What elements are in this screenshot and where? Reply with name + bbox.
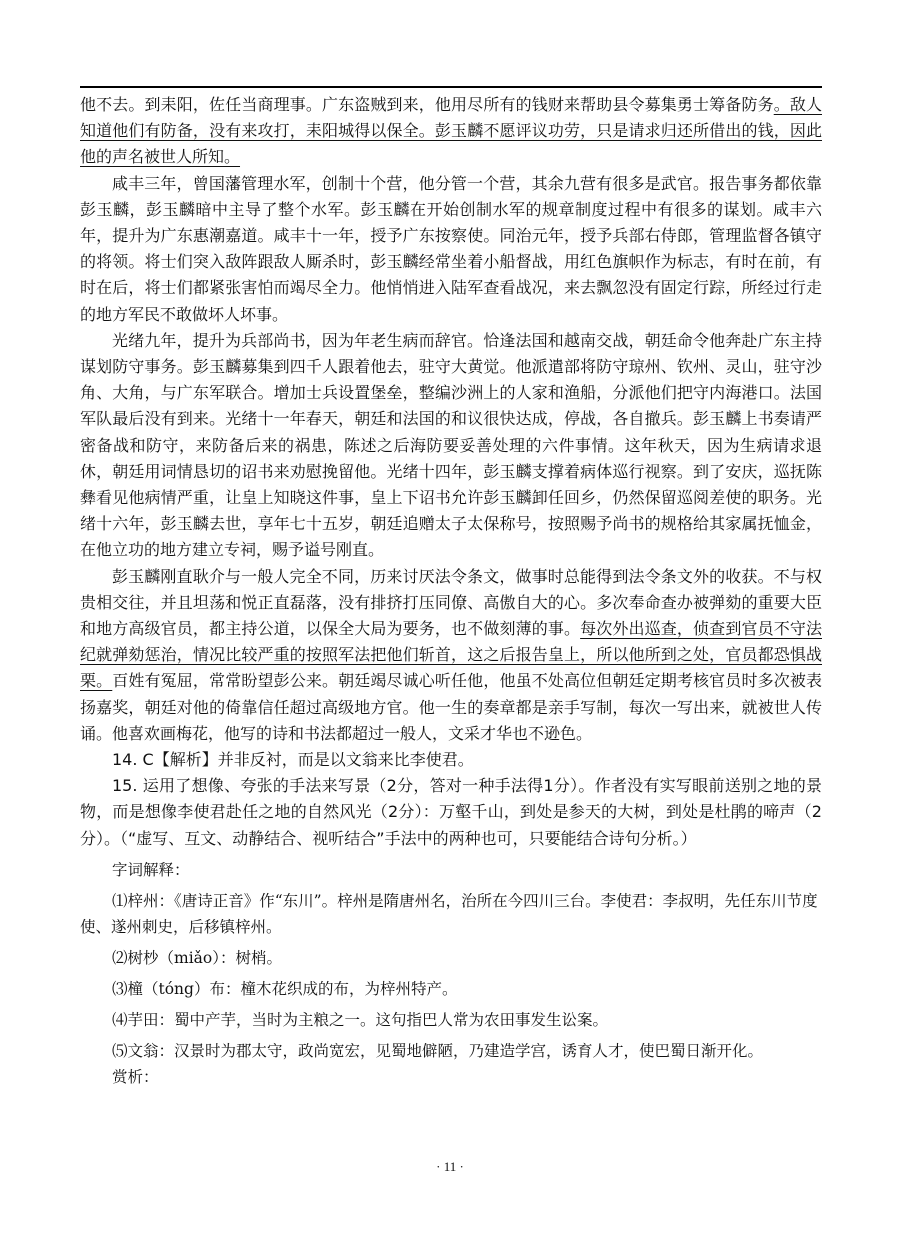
paragraph-1-text: 他不去。到耒阳，佐任当商理事。广东盗贼到来，他用尽所有的钱财来帮助县令募集勇士筹备防务 xyxy=(80,95,774,114)
vocab-note-2: ⑵树杪（miǎo）：树梢。 xyxy=(112,948,282,967)
appreciation-heading: 赏析： xyxy=(112,1067,159,1086)
answer-14: 14. C【解析】并非反衬，而是以文翁来比李使君。 xyxy=(112,750,474,770)
paragraph-3: 光绪九年，提升为兵部尚书，因为年老生病而辞官。恰逢法国和越南交战，朝廷命令他奔赴广东主持谋划防守事务。彭玉麟募集到四千人跟着他去，驻守大黄觉。他派遣部将防守琼州、钦州、灵山，驻守沙角、大角，与广东军联合。增加士兵设置堡垒，整编沙洲上的人家和渔船，分派他们把守内海港口。法国军队最后没有到来。光绪十一年春天，朝廷和法国的和议很快达成，停战，各自撤兵。彭玉麟上书奏请严密备战和防守，来防备后来的祸患，陈述之后海防要妥善处理的六件事情。这年秋天，因为生病请求退休，朝廷用词情恳切的诏书来劝慰挽留他。光绪十四年，彭玉麟支撑着病体巡行视察。到了安庆，巡抚陈彝看见他病情严重，让皇上知晓这件事，皇上下诏书允许彭玉麟卸任回乡，仍然保留巡阅差使的职务。光绪十六年，彭玉麟去世，享年七十五岁，朝廷追赠太子太保称号，按照赐予尚书的规格给其家属抚恤金，在他立功的地方建立专祠，赐予谥号刚直。 xyxy=(80,330,822,560)
paragraph-4-text-c: 百姓有冤屈，常常盼望彭公来。朝廷竭尽诚心听任他，他虽不处高位但朝廷定期考核官员时多次被表扬嘉奖，朝廷对他的倚靠信任超过高级地方官。他一生的奏章都是亲手写制，每次一写出来，就被世人传诵。他喜欢画梅花，他写的诗和书法都超过一般人，文采才华也不逊色。 xyxy=(80,671,822,743)
vocab-note-5: ⑸文翁：汉景时为郡太守，政尚宽宏，见蜀地僻陋，乃建造学宫，诱育人才，使巴蜀日渐开化。 xyxy=(112,1041,764,1060)
top-rule xyxy=(80,86,822,88)
page-content xyxy=(80,92,822,1090)
vocab-note-1: ⑴梓州：《唐诗正音》作“东川”。梓州是隋唐州名，治所在今四川三台。李使君：李叔明，先任东川节度使、遂州刺史，后移镇梓州。 xyxy=(80,891,818,936)
paragraph-1 xyxy=(80,92,822,171)
underlined-passage-1: 。敌人知道他们有防备，没有来攻打，耒阳城得以保全。彭玉麟不愿评议功劳，只是请求归还所借出的钱，因此他的声名被世人所知。 xyxy=(80,95,822,167)
vocab-heading: 字词解释： xyxy=(112,860,190,879)
paragraph-2: 咸丰三年，曾国藩管理水军，创制十个营，他分管一个营，其余九营有很多是武官。报告事务都依靠彭玉麟，彭玉麟暗中主导了整个水军。彭玉麟在开始创制水军的规章制度过程中有很多的谋划。咸丰六年，提升为广东惠潮嘉道。咸丰十一年，授予广东按察使。同治元年，授予兵部右侍郎，管理监督各镇守的将领。将士们突入敌阵跟敌人厮杀时，彭玉麟经常坐着小船督战，用红色旗帜作为标志，有时在前，有时在后，将士们都紧张害怕而竭尽全力。他悄悄进入陆军查看战况，来去飘忽没有固定行踪，所经过行走的地方军民不敢做坏人坏事。 xyxy=(80,173,822,324)
page-number: · 11 · xyxy=(436,1159,464,1174)
vocab-note-4: ⑷芋田：蜀中产芋，当时为主粮之一。这句指巴人常为农田事发生讼案。 xyxy=(112,1010,609,1029)
vocab-note-3: ⑶橦（tóng）布：橦木花织成的布，为梓州特产。 xyxy=(112,979,458,998)
underlined-passage-2: 每次外出巡查，侦查到官员不守法纪就弹劾惩治，情况比较严重的按照军法把他们斩首，这之后报告皇上，所以他所到之处，官员都恐惧战栗。 xyxy=(80,619,822,691)
answer-15: 15. 运用了想像、夸张的手法来写景（2分，答对一种手法得1分）。作者没有实写眼前送别之地的景物，而是想像李使君赴任之地的自然风光（2分）：万壑千山，到处是参天的大树，到处是杜鹃的啼声（2分）。（“虚写、互文、动静结合、视听结合”手法中的两种也可，只要能结合诗句分析。） xyxy=(80,776,822,848)
paragraph-4-text-a: 彭玉麟刚直耿介与一般人完全不同，历来讨厌法令条文，做事时总能得到法令条文外的收获。不与权贵相交往，并且坦荡和悦正直磊落，没有排挤打压同僚、高傲自大的心。多次奉命查办被弹劾的重要大臣和地方高级官员，都主持公道，以保全大局为要务，也不做刻薄的事。 xyxy=(80,566,822,639)
paragraph-4 xyxy=(80,564,822,747)
